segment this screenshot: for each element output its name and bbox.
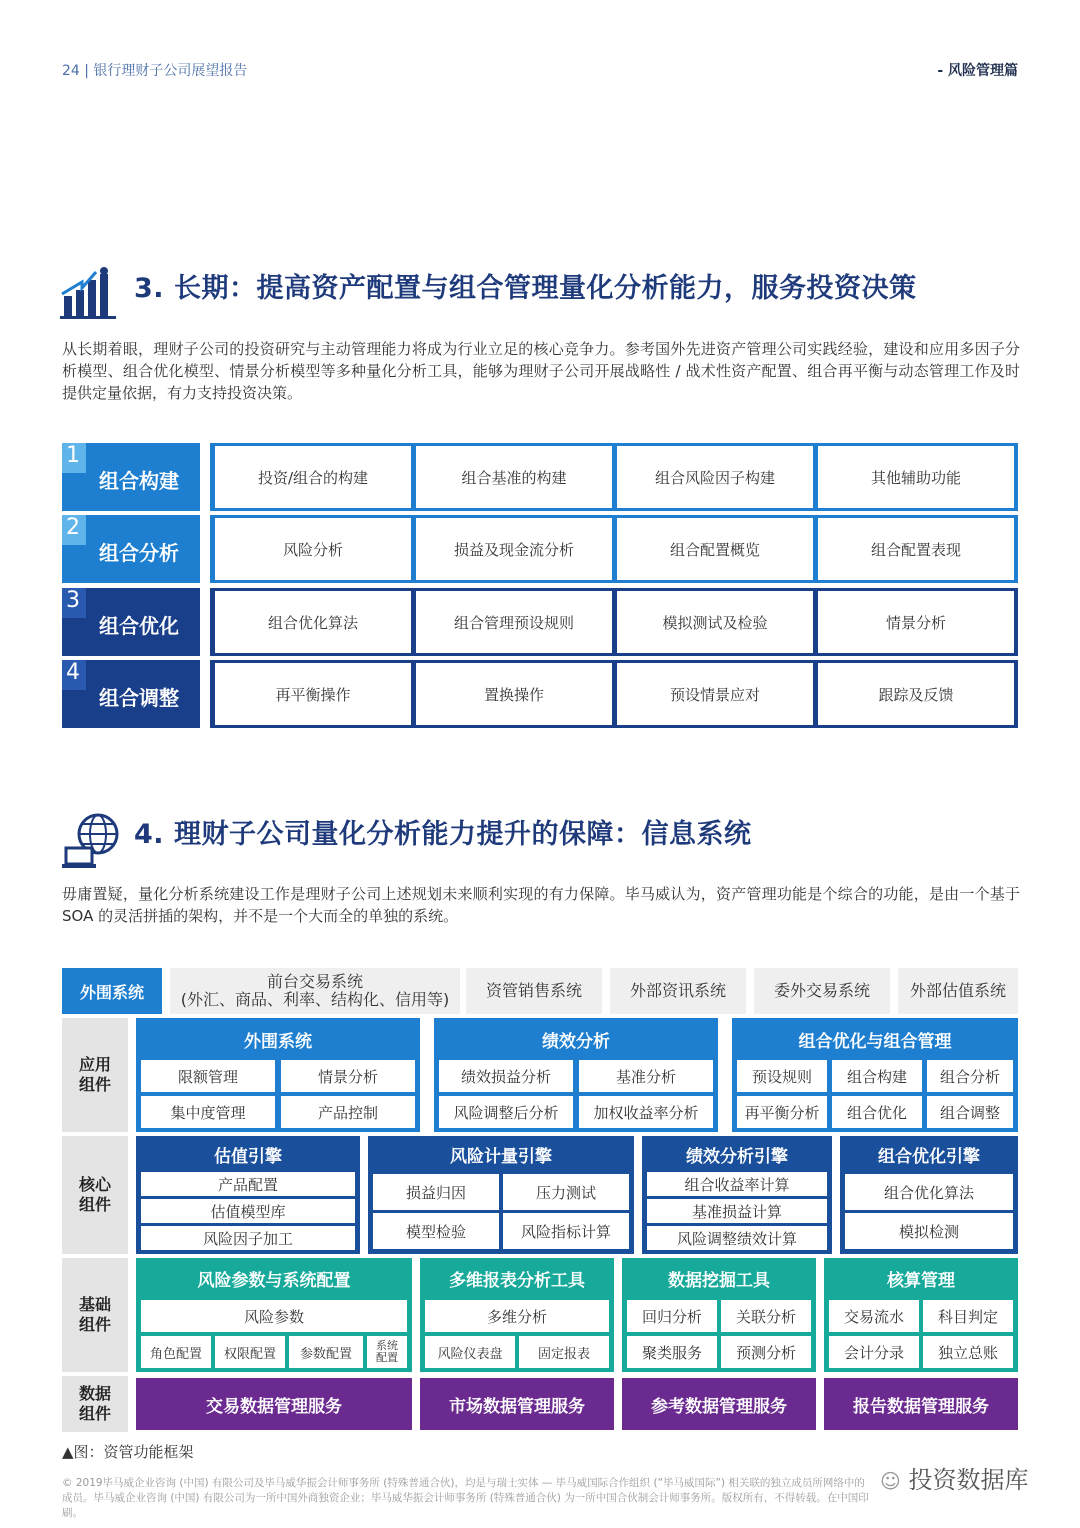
- component-item: 绩效损益分析: [439, 1060, 573, 1092]
- section-4-title: 4. 理财子公司量化分析能力提升的保障：信息系统: [134, 819, 752, 850]
- group-heading: 风险参数与系统配置: [197, 1270, 351, 1291]
- component-item: 损益归因: [373, 1174, 499, 1210]
- watermark: [880, 1460, 1029, 1495]
- tab-outsourced-trading: 委外交易系统: [754, 968, 890, 1014]
- component-item: 预设规则: [737, 1060, 827, 1092]
- tab-front-trading: [170, 968, 460, 1014]
- group-heading: 风险计量引擎: [450, 1146, 552, 1167]
- row-label-text: 组合分析: [99, 541, 179, 565]
- grid-cell: 情景分析: [818, 591, 1014, 653]
- group-heading: 绩效分析引擎: [686, 1146, 788, 1167]
- grid-cell: 投资/组合的构建: [215, 446, 411, 508]
- component-item: 组合收益率计算: [647, 1172, 827, 1196]
- grid-cell: 组合管理预设规则: [416, 591, 612, 653]
- copyright-footer: © 2019毕马威企业咨询 (中国) 有限公司及毕马威华振会计师事务所 (特殊普通合伙)，均是与瑞士实体 — 毕马威国际合作组织 (“毕马威国际”) 相关联的独立成员所网络中的成员。毕马威企业咨询 (中国) 有限公司为一所中国外商独资企业；毕马威华振会计师事务所 (特殊普通合伙) 为一所中国合伙制会计师事务所。版权所有，不得转载。在中国印刷。: [62, 1477, 869, 1519]
- grid-cell: 跟踪及反馈: [818, 663, 1014, 725]
- group-heading: 数据挖掘工具: [668, 1270, 770, 1291]
- grid-cell: 置换操作: [416, 663, 612, 725]
- tab-sublabel: (外汇、商品、利率、结构化、信用等): [180, 990, 450, 1009]
- component-item: 风险调整后分析: [439, 1096, 573, 1128]
- side-label-base: 基础 组件: [62, 1258, 128, 1372]
- group-heading: 估值引擎: [214, 1146, 282, 1167]
- row-label-adjust: [62, 660, 200, 728]
- row-label-build: [62, 443, 200, 511]
- component-item: 多维分析: [425, 1300, 609, 1332]
- grid-cell: 再平衡操作: [215, 663, 411, 725]
- side-label-app: 应用 组件: [62, 1018, 128, 1132]
- row-label-text: 组合调整: [99, 686, 179, 710]
- section-3-title: 3. 长期：提高资产配置与组合管理量化分析能力，服务投资决策: [134, 273, 917, 304]
- figure-caption: ▲图：资管功能框架: [62, 1443, 194, 1461]
- growth-chart-icon: [60, 266, 118, 320]
- section-4-intro: 毋庸置疑，量化分析系统建设工作是理财子公司上述规划未来顺利实现的有力保障。毕马威认为，资产管理功能是个综合的功能，是由一个基于 SOA 的灵活拼插的架构，并不是一个大而全的单独的系统。: [62, 885, 1020, 925]
- component-item: 独立总账: [923, 1336, 1013, 1368]
- row-label-analysis: [62, 515, 200, 583]
- component-item: 压力测试: [503, 1174, 629, 1210]
- page-header-label: 24 | 银行理财子公司展望报告: [62, 63, 248, 79]
- grid-cell: 组合配置概览: [617, 518, 813, 580]
- watermark-text: 投资数据库: [908, 1466, 1029, 1494]
- row-label-text: 组合优化: [99, 614, 179, 638]
- group-heading: 外围系统: [244, 1031, 312, 1052]
- row-number: 2: [66, 515, 80, 540]
- component-item: 限额管理: [141, 1060, 275, 1092]
- component-item: 会计分录: [829, 1336, 919, 1368]
- component-item: 组合分析: [927, 1060, 1013, 1092]
- component-item: 风险因子加工: [141, 1226, 355, 1250]
- component-item: 基准分析: [579, 1060, 713, 1092]
- tab-valuation-system: 外部估值系统: [898, 968, 1018, 1014]
- grid-cell: 组合配置表现: [818, 518, 1014, 580]
- component-item: 集中度管理: [141, 1096, 275, 1128]
- side-label-core: 核心 组件: [62, 1136, 128, 1254]
- grid-cell: 风险分析: [215, 518, 411, 580]
- component-item: 情景分析: [281, 1060, 415, 1092]
- component-item: 模型检验: [373, 1213, 499, 1249]
- component-item: 组合构建: [832, 1060, 922, 1092]
- component-item: 模拟检测: [845, 1213, 1013, 1249]
- component-item: 固定报表: [519, 1336, 609, 1368]
- component-item: 风险指标计算: [503, 1213, 629, 1249]
- row-number: 3: [66, 588, 80, 613]
- component-item: 基准损益计算: [647, 1199, 827, 1223]
- component-item: 角色配置: [141, 1336, 211, 1368]
- component-item: 系统配置: [367, 1336, 407, 1368]
- data-service-trade: 交易数据管理服务: [136, 1378, 412, 1430]
- component-item: 风险仪表盘: [425, 1336, 515, 1368]
- group-heading: 绩效分析: [542, 1031, 610, 1052]
- data-service-report: 报告数据管理服务: [824, 1378, 1018, 1430]
- component-item: 产品控制: [281, 1096, 415, 1128]
- wechat-icon: ☺: [880, 1469, 901, 1493]
- component-item: 组合调整: [927, 1096, 1013, 1128]
- group-heading: 多维报表分析工具: [449, 1270, 585, 1291]
- component-item: 交易流水: [829, 1300, 919, 1332]
- grid-cell: 模拟测试及检验: [617, 591, 813, 653]
- component-item: 组合优化算法: [845, 1174, 1013, 1210]
- grid-cell: 组合风险因子构建: [617, 446, 813, 508]
- component-item: 组合优化: [832, 1096, 922, 1128]
- side-label-data: 数据 组件: [62, 1376, 128, 1432]
- section-3-intro: 从长期着眼，理财子公司的投资研究与主动管理能力将成为行业立足的核心竞争力。参考国外先进资产管理公司实践经验，建设和应用多因子分析模型、组合优化模型、情景分析模型等多种量化分析工具，能够为理财子公司开展战略性 / 战术性资产配置、组合再平衡与动态管理工作及时提供定量依据，有力支持投资决策。: [62, 340, 1020, 402]
- data-service-market: 市场数据管理服务: [420, 1378, 614, 1430]
- data-service-reference: 参考数据管理服务: [622, 1378, 816, 1430]
- component-item: 产品配置: [141, 1172, 355, 1196]
- tab-peripheral-systems: 外围系统: [62, 968, 162, 1014]
- component-item: 回归分析: [627, 1300, 717, 1332]
- component-item: 预测分析: [721, 1336, 811, 1368]
- group-heading: 组合优化引擎: [878, 1146, 980, 1167]
- component-item: 风险调整绩效计算: [647, 1226, 827, 1250]
- component-item: 参数配置: [289, 1336, 363, 1368]
- row-number: 4: [66, 660, 80, 685]
- globe-laptop-icon: [60, 812, 122, 872]
- grid-cell: 组合优化算法: [215, 591, 411, 653]
- group-heading: 核算管理: [887, 1270, 955, 1291]
- component-item: 关联分析: [721, 1300, 811, 1332]
- grid-cell: 其他辅助功能: [818, 446, 1014, 508]
- component-item: 再平衡分析: [737, 1096, 827, 1128]
- section-header-label: - 风险管理篇: [937, 63, 1018, 79]
- tab-sales-system: 资管销售系统: [466, 968, 602, 1014]
- component-item: 聚类服务: [627, 1336, 717, 1368]
- row-label-text: 组合构建: [99, 469, 179, 493]
- tab-label: 前台交易系统: [266, 972, 363, 991]
- component-item: 估值模型库: [141, 1199, 355, 1223]
- component-item: 风险参数: [141, 1300, 407, 1332]
- component-item: 权限配置: [215, 1336, 285, 1368]
- component-item: 科目判定: [923, 1300, 1013, 1332]
- group-heading: 组合优化与组合管理: [798, 1031, 952, 1052]
- component-item: 加权收益率分析: [579, 1096, 713, 1128]
- row-label-optimize: [62, 588, 200, 656]
- grid-cell: 损益及现金流分析: [416, 518, 612, 580]
- grid-cell: 预设情景应对: [617, 663, 813, 725]
- row-number: 1: [66, 443, 80, 468]
- tab-info-system: 外部资讯系统: [610, 968, 746, 1014]
- grid-cell: 组合基准的构建: [416, 446, 612, 508]
